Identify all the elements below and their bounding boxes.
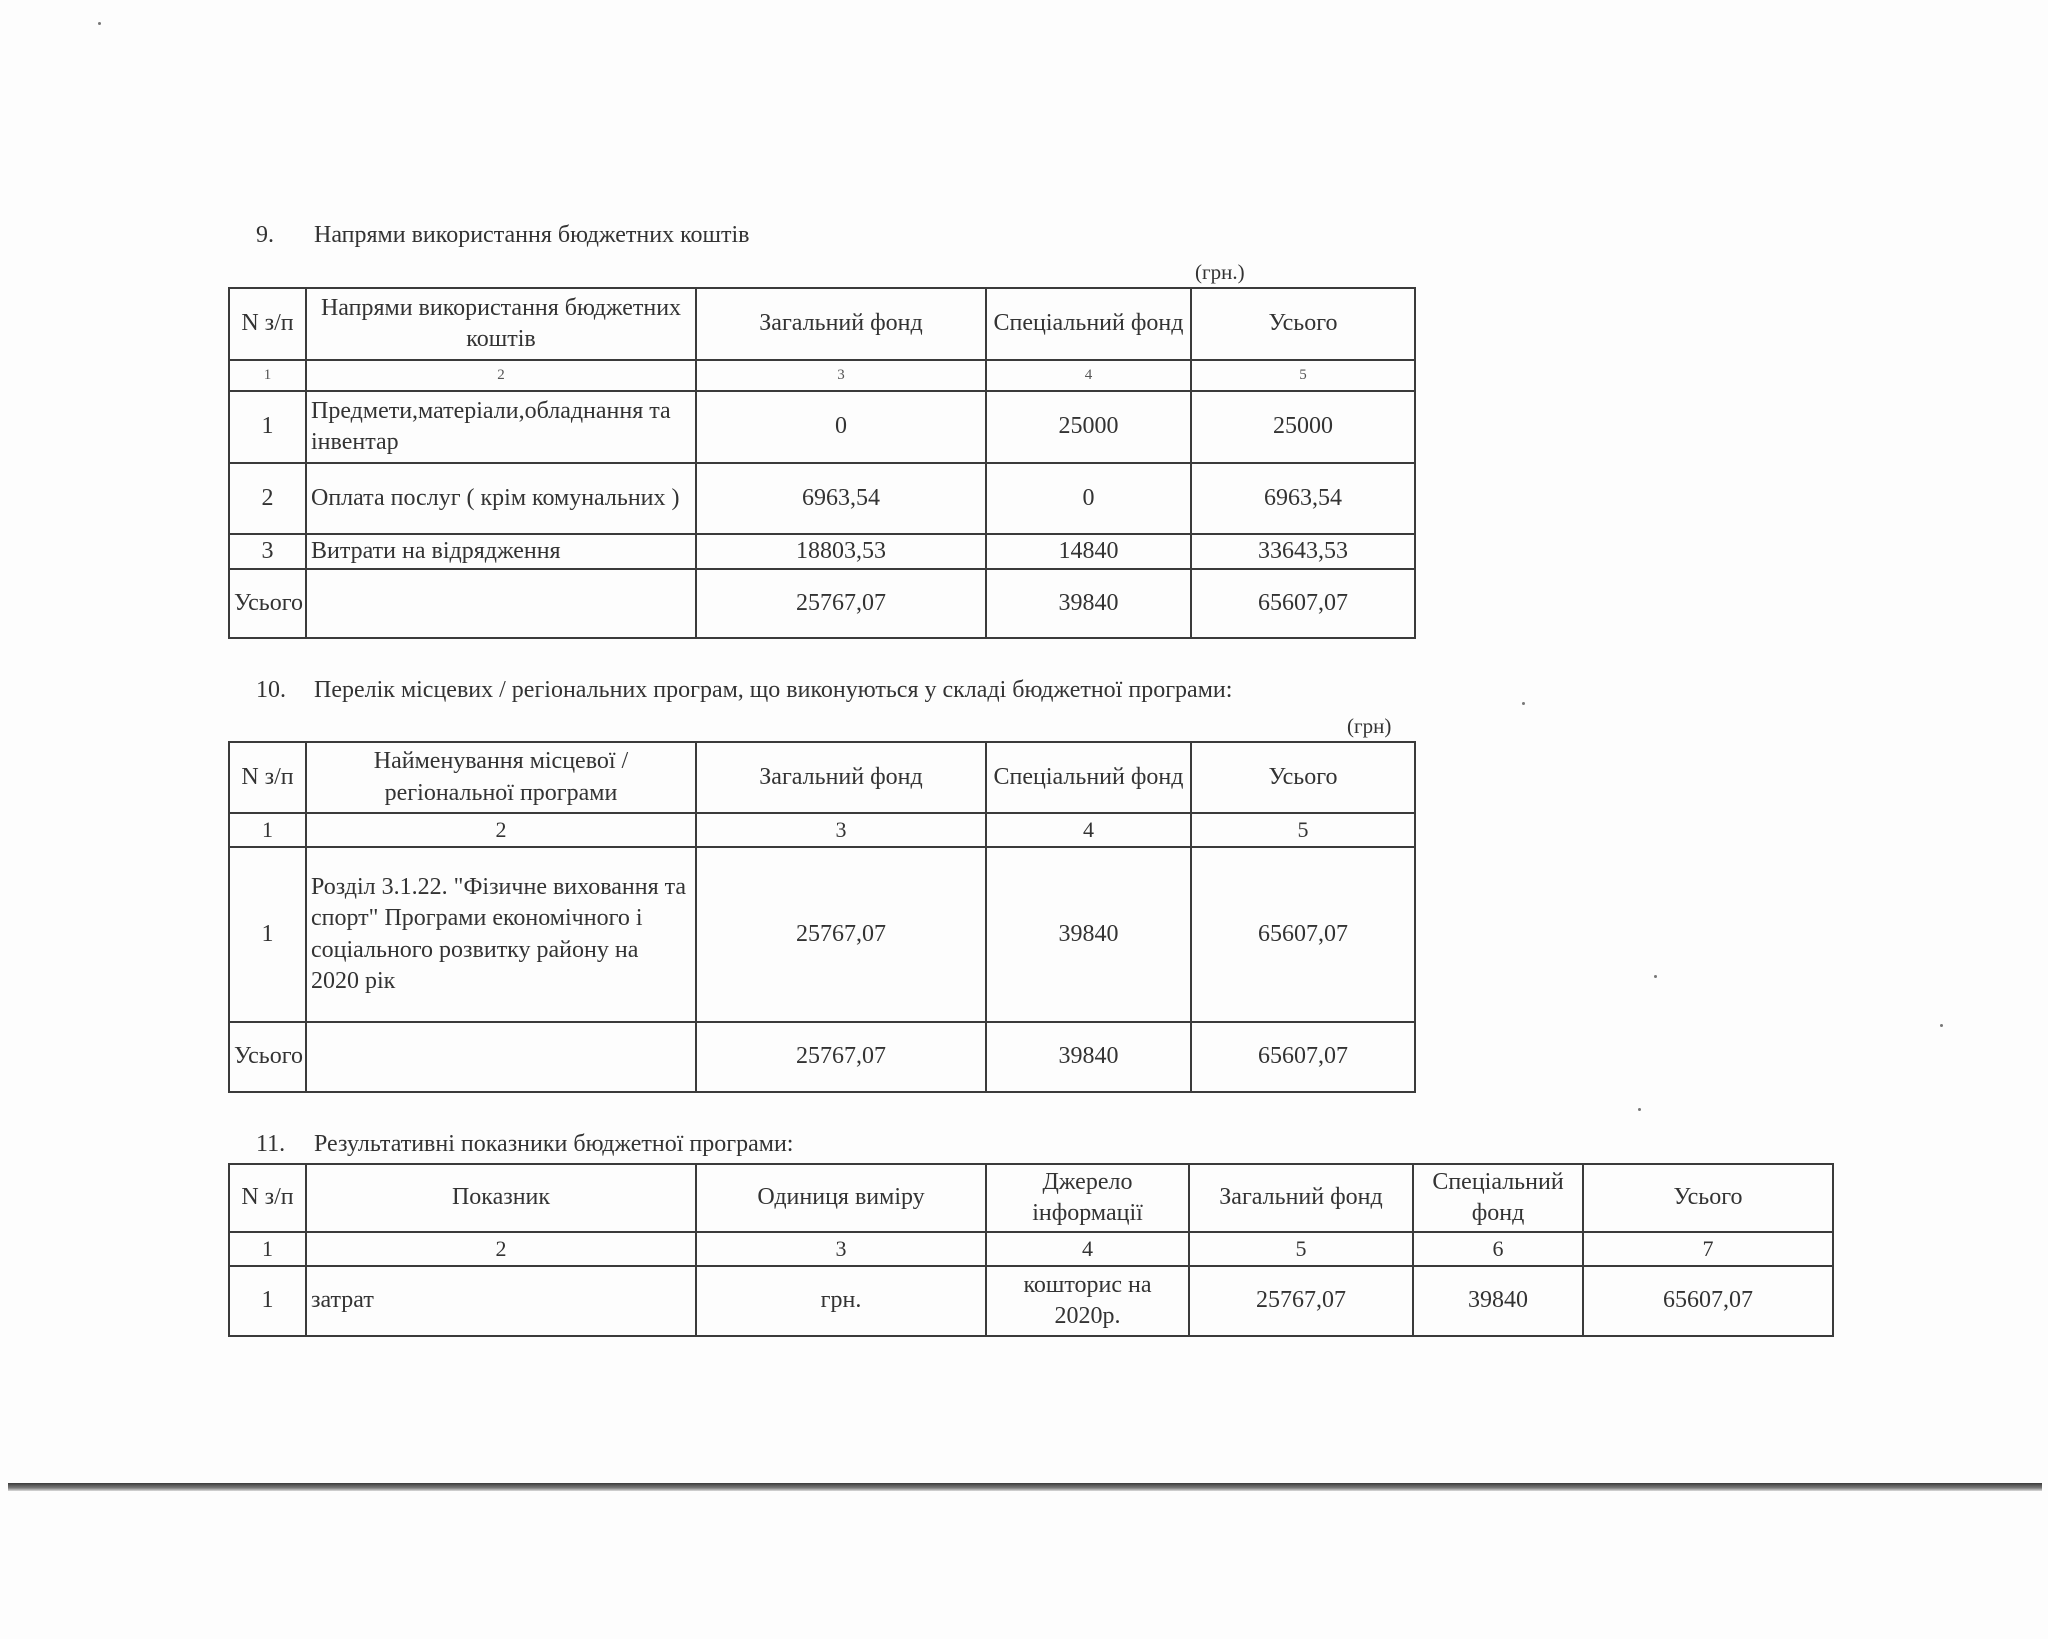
row-general-fund: 18803,53 bbox=[696, 534, 986, 569]
index-cell: 5 bbox=[1191, 813, 1415, 847]
header-cell: Усього bbox=[1583, 1164, 1833, 1232]
section-11-heading bbox=[256, 1131, 793, 1158]
index-cell: 1 bbox=[229, 360, 306, 391]
section-10-unit: (грн) bbox=[1347, 714, 1392, 738]
row-special-fund: 14840 bbox=[986, 534, 1191, 569]
column-index-row bbox=[229, 1232, 1833, 1266]
section-11-number: 11. bbox=[256, 1131, 286, 1157]
section-10-number: 10. bbox=[256, 677, 286, 703]
total-label: Усього bbox=[229, 1022, 306, 1092]
index-cell: 2 bbox=[306, 813, 696, 847]
total-empty-cell bbox=[306, 1022, 696, 1092]
row-name: Предмети,матеріали,обладнання та інвентар bbox=[306, 391, 696, 463]
row-general-fund: 6963,54 bbox=[696, 463, 986, 534]
row-number: 3 bbox=[229, 534, 306, 569]
row-special-fund: 25000 bbox=[986, 391, 1191, 463]
regional-programs-table bbox=[228, 741, 1416, 1093]
header-cell: Спеціальний фонд bbox=[1413, 1164, 1583, 1232]
index-cell: 3 bbox=[696, 360, 986, 391]
row-general-fund: 25767,07 bbox=[1189, 1266, 1413, 1336]
total-sum: 65607,07 bbox=[1191, 1022, 1415, 1092]
row-special-fund: 39840 bbox=[1413, 1266, 1583, 1336]
header-cell: Одиниця виміру bbox=[696, 1164, 986, 1232]
row-total: 6963,54 bbox=[1191, 463, 1415, 534]
index-cell: 3 bbox=[696, 813, 986, 847]
section-10-title: Перелік місцевих / регіональних програм, що виконуються у складі бюджетної програми: bbox=[314, 677, 1233, 703]
row-special-fund: 0 bbox=[986, 463, 1191, 534]
table-row bbox=[229, 534, 1415, 569]
budget-directions-table bbox=[228, 287, 1416, 639]
row-name: Витрати на відрядження bbox=[306, 534, 696, 569]
section-9-number: 9. bbox=[256, 222, 274, 248]
row-total: 65607,07 bbox=[1191, 847, 1415, 1022]
row-number: 2 bbox=[229, 463, 306, 534]
column-index-row bbox=[229, 360, 1415, 391]
header-cell: Усього bbox=[1191, 288, 1415, 360]
section-9-title: Напрями використання бюджетних коштів bbox=[314, 222, 750, 248]
indicator-name: затрат bbox=[306, 1266, 696, 1336]
table-header-row bbox=[229, 288, 1415, 360]
header-cell: Загальний фонд bbox=[1189, 1164, 1413, 1232]
section-11-title: Результативні показники бюджетної програми: bbox=[314, 1131, 794, 1157]
index-cell: 3 bbox=[696, 1232, 986, 1266]
index-cell: 5 bbox=[1189, 1232, 1413, 1266]
column-index-row bbox=[229, 813, 1415, 847]
index-cell: 1 bbox=[229, 1232, 306, 1266]
index-cell: 4 bbox=[986, 813, 1191, 847]
scan-speck bbox=[1654, 975, 1657, 978]
table-total-row bbox=[229, 569, 1415, 638]
row-number: 1 bbox=[229, 1266, 306, 1336]
table-total-row bbox=[229, 1022, 1415, 1092]
index-cell: 6 bbox=[1413, 1232, 1583, 1266]
index-cell: 2 bbox=[306, 360, 696, 391]
header-cell: Спеціальний фонд bbox=[986, 742, 1191, 813]
index-cell: 5 bbox=[1191, 360, 1415, 391]
scan-bottom-edge bbox=[8, 1483, 2042, 1491]
table-row bbox=[229, 391, 1415, 463]
row-number: 1 bbox=[229, 391, 306, 463]
header-cell: Загальний фонд bbox=[696, 288, 986, 360]
section-9-heading bbox=[256, 222, 750, 249]
header-cell: Спеціальний фонд bbox=[986, 288, 1191, 360]
row-name: Розділ 3.1.22. "Фізичне виховання та спорт" Програми економічного і соціального розвитку району на 2020 рік bbox=[306, 847, 696, 1022]
table-header-row bbox=[229, 742, 1415, 813]
index-cell: 2 bbox=[306, 1232, 696, 1266]
scan-speck bbox=[1638, 1108, 1641, 1111]
header-cell: Джерело інформації bbox=[986, 1164, 1189, 1232]
row-total: 33643,53 bbox=[1191, 534, 1415, 569]
row-general-fund: 0 bbox=[696, 391, 986, 463]
header-cell: Загальний фонд bbox=[696, 742, 986, 813]
row-number: 1 bbox=[229, 847, 306, 1022]
section-9-unit: (грн.) bbox=[1195, 260, 1245, 284]
header-cell: N з/п bbox=[229, 1164, 306, 1232]
index-cell: 4 bbox=[986, 360, 1191, 391]
table-row bbox=[229, 1266, 1833, 1336]
scan-speck bbox=[1522, 702, 1525, 705]
indicator-source: кошторис на 2020р. bbox=[986, 1266, 1189, 1336]
header-cell: Показник bbox=[306, 1164, 696, 1232]
header-cell: N з/п bbox=[229, 288, 306, 360]
row-total: 65607,07 bbox=[1583, 1266, 1833, 1336]
row-name: Оплата послуг ( крім комунальних ) bbox=[306, 463, 696, 534]
total-special-fund: 39840 bbox=[986, 569, 1191, 638]
table-header-row bbox=[229, 1164, 1833, 1232]
performance-indicators-table bbox=[228, 1163, 1834, 1337]
total-label: Усього bbox=[229, 569, 306, 638]
total-empty-cell bbox=[306, 569, 696, 638]
total-sum: 65607,07 bbox=[1191, 569, 1415, 638]
total-special-fund: 39840 bbox=[986, 1022, 1191, 1092]
table-row bbox=[229, 463, 1415, 534]
index-cell: 1 bbox=[229, 813, 306, 847]
index-cell: 7 bbox=[1583, 1232, 1833, 1266]
indicator-unit: грн. bbox=[696, 1266, 986, 1336]
header-cell: N з/п bbox=[229, 742, 306, 813]
header-cell: Напрями використання бюджетних коштів bbox=[306, 288, 696, 360]
table-row bbox=[229, 847, 1415, 1022]
total-general-fund: 25767,07 bbox=[696, 569, 986, 638]
scan-speck bbox=[98, 22, 101, 25]
row-total: 25000 bbox=[1191, 391, 1415, 463]
section-10-heading bbox=[256, 677, 1232, 704]
header-cell: Усього bbox=[1191, 742, 1415, 813]
row-special-fund: 39840 bbox=[986, 847, 1191, 1022]
header-cell: Найменування місцевої / регіональної програми bbox=[306, 742, 696, 813]
row-general-fund: 25767,07 bbox=[696, 847, 986, 1022]
index-cell: 4 bbox=[986, 1232, 1189, 1266]
scan-speck bbox=[1940, 1024, 1943, 1027]
total-general-fund: 25767,07 bbox=[696, 1022, 986, 1092]
